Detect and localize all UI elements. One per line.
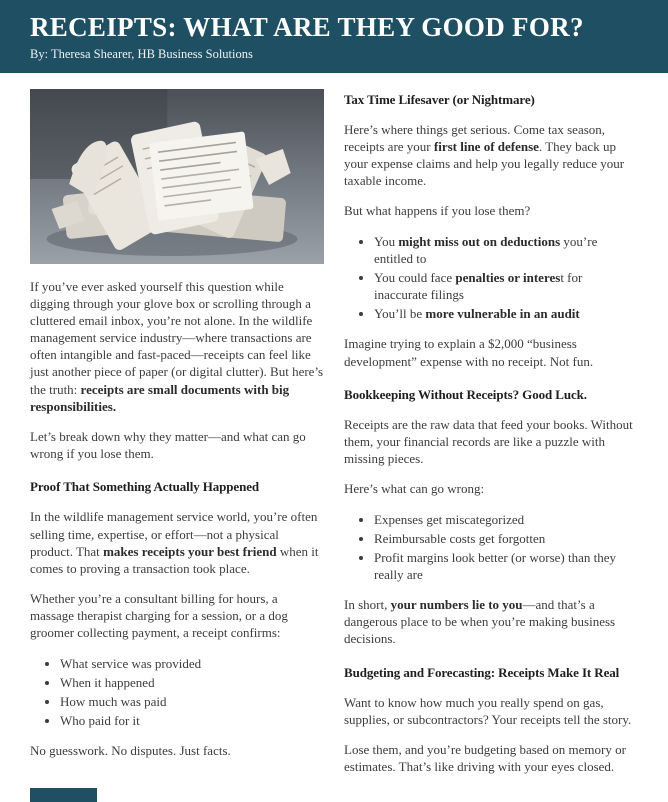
paragraph-text: In the wildlife management service world, you’re often selling time, expertise, or effort—not a physical product. That <box>30 509 318 559</box>
bullet-list <box>344 511 638 584</box>
paragraph-text-bold: makes receipts your best friend <box>103 543 277 559</box>
list-item: • Reimbursable costs get forgotten <box>374 530 638 547</box>
paragraph-text-bold: first line of defense <box>433 139 539 154</box>
bullet-text-bold: more vulnerable in an audit <box>425 306 580 322</box>
right-column <box>344 89 638 789</box>
bullet-list <box>30 655 324 730</box>
list-item: • Profit margins look better (or worse) than they really are <box>374 549 638 583</box>
bullet-text: you’re entitled to <box>374 233 598 266</box>
byline: By: Theresa Shearer, HB Business Solutions <box>30 46 253 61</box>
section-heading-proof: Proof That Something Actually Happened <box>30 479 260 495</box>
bullet-text: You’ll be <box>374 306 426 322</box>
list-item: • When it happened <box>60 674 324 691</box>
bullet-text: t for inaccurate filings <box>374 269 583 303</box>
paragraph: Imagine trying to explain a $2,000 “business development” expense with no receipt. Not fun. <box>344 336 594 369</box>
receipts-photo <box>30 89 324 264</box>
paragraph: Want to know how much you really spend on gas, supplies, or subcontractors? Your receipts tell the story. <box>344 694 632 727</box>
paragraph-text-bold: your numbers lie to you <box>390 597 523 613</box>
section-heading-budgeting: Budgeting and Forecasting: Receipts Make It Real <box>344 664 620 680</box>
paragraph: Here’s what can go wrong: <box>344 481 485 497</box>
paragraph <box>344 121 638 190</box>
paragraph-text: when it comes to proving a transaction took place. <box>30 543 319 576</box>
article-body <box>0 73 668 789</box>
bullet-text-bold: penalties or interes <box>455 269 561 285</box>
list-item: • What service was provided <box>60 655 324 672</box>
paragraph-text: —and that’s a dangerous place to be when you’re making business decisions. <box>344 597 616 647</box>
list-item: • How much was paid <box>60 693 324 710</box>
paragraph-text: Here’s where things get serious. Come tax season, receipts are your <box>344 121 606 154</box>
paragraph: Lose them, and you’re budgeting based on memory or estimates. That’s like driving with your eyes closed. <box>344 742 626 775</box>
paragraph: Let’s break down why they matter—and what can go wrong if you lose them. <box>30 428 306 462</box>
article-header <box>0 0 668 73</box>
list-item <box>374 233 638 267</box>
receipts-photo-image <box>30 89 324 264</box>
list-item: • Expenses get miscategorized <box>374 511 638 528</box>
paragraph-text-bold: receipts are small documents with big responsibilities. <box>30 381 290 414</box>
paragraph-text: If you’ve ever asked yourself this question while digging through your glove box or scrolling through a cluttered email inbox, you’re not alone. In the wildlife management service industry—where transactions are often intangible and fast-paced—receipts can feel like just another piece of paper (or digital clutter). But here’s the truth: <box>30 278 324 397</box>
list-item <box>374 269 638 303</box>
bullet-text: You <box>374 233 399 249</box>
page-title: RECEIPTS: WHAT ARE THEY GOOD FOR? <box>30 12 584 42</box>
section-heading-tax: Tax Time Lifesaver (or Nightmare) <box>344 91 535 107</box>
list-item: • Who paid for it <box>60 712 324 729</box>
paragraph-text: . They back up your expense claims and help you legally reduce your taxable income. <box>344 139 625 189</box>
section-heading-bookkeeping: Bookkeeping Without Receipts? Good Luck. <box>344 386 587 402</box>
footer-band-fragment <box>30 788 97 802</box>
list-item <box>374 305 638 322</box>
left-column <box>30 89 324 789</box>
bullet-list <box>344 233 638 323</box>
paragraph <box>30 508 324 577</box>
bullet-text-bold: might miss out on deductions <box>398 233 561 249</box>
paragraph: No guesswork. No disputes. Just facts. <box>30 743 231 759</box>
paragraph <box>30 278 324 415</box>
paragraph: Whether you’re a consultant billing for hours, a massage therapist charging for a session, or a dog groomer collecting payment, a receipt confirms: <box>30 591 288 641</box>
paragraph <box>344 596 638 647</box>
paragraph-text: In short, <box>344 597 391 613</box>
paragraph: Receipts are the raw data that feed your books. Without them, your financial records are like a puzzle with missing pieces. <box>344 416 633 467</box>
paragraph: But what happens if you lose them? <box>344 203 531 219</box>
bullet-text: You could face <box>374 269 456 285</box>
